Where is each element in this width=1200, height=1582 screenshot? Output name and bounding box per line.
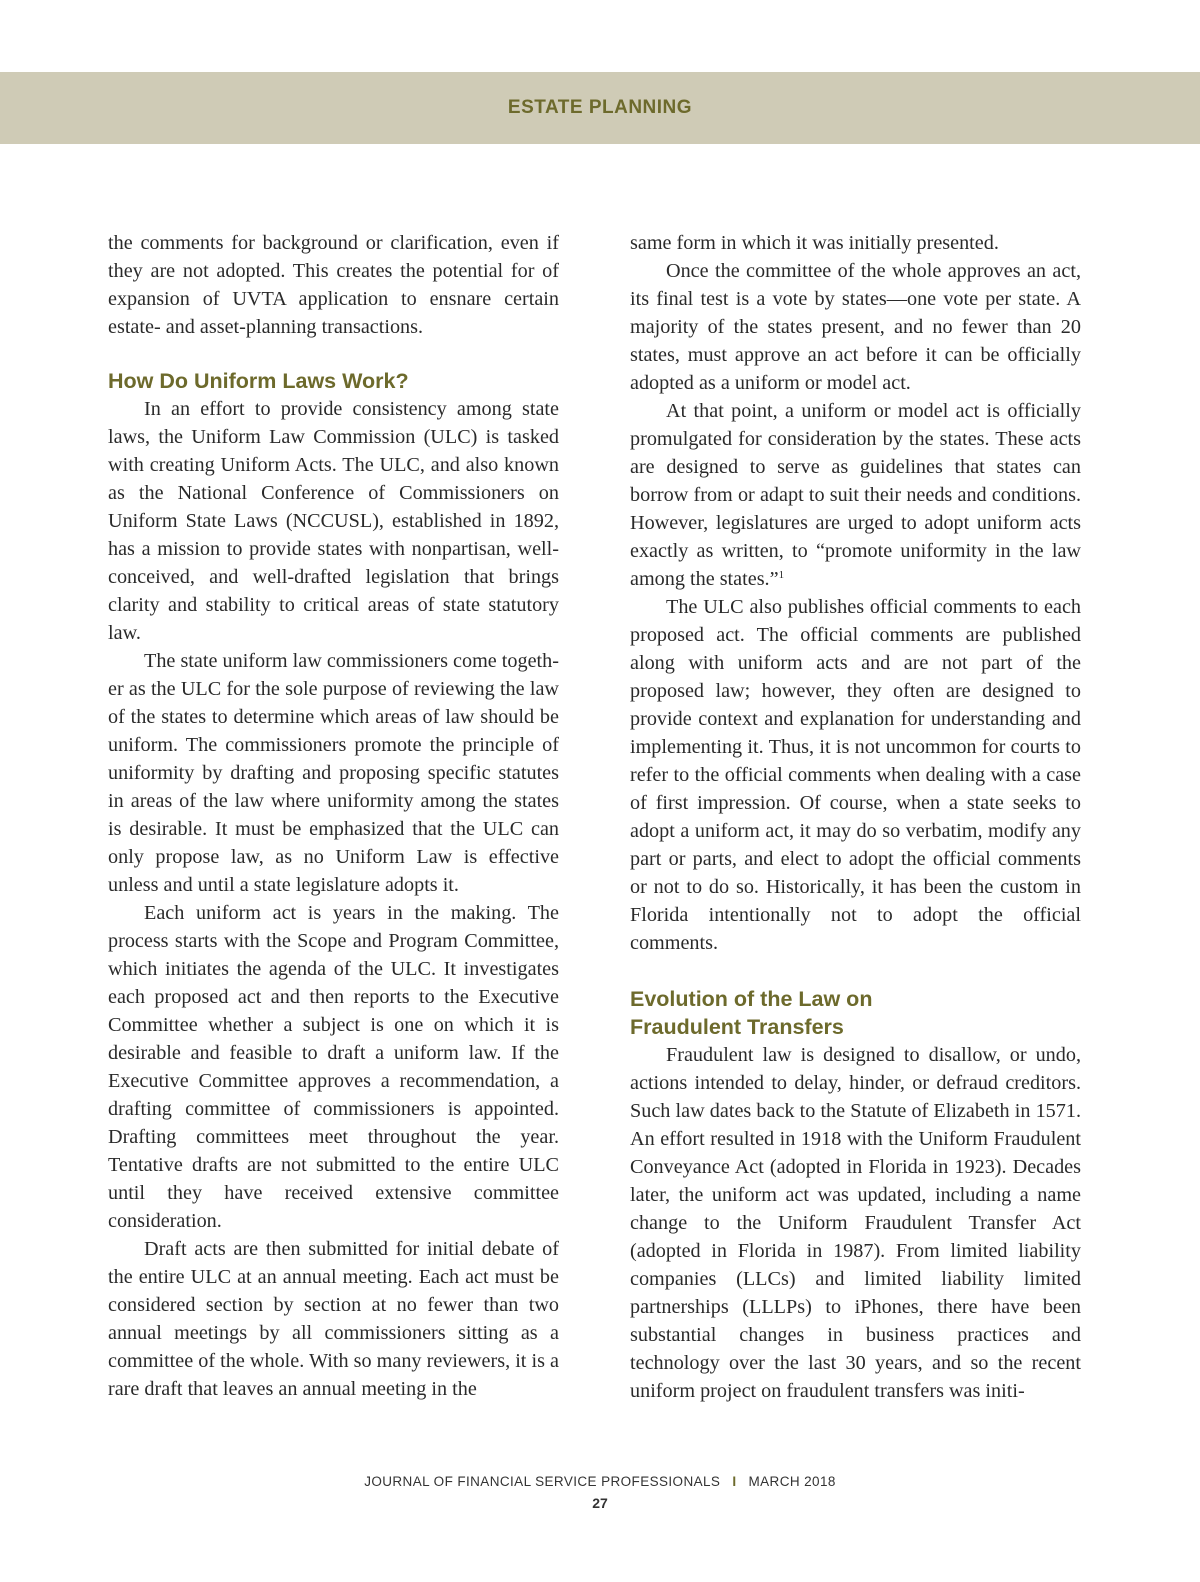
paragraph: Once the committee of the whole approves an act, its final test is a vote by states—one vote per state. A majority of the states present, and no fewer than 20 states, must approve an act before it can be officially adopted as a uniform or model act. [630, 260, 1081, 394]
heading-how-uniform-laws-work: How Do Uniform Laws Work? [108, 369, 409, 393]
page-footer [0, 1474, 1200, 1511]
footnote-marker: 1 [778, 569, 785, 581]
paragraph: The state uniform law commissioners come together as the ULC for the sole purpose of reviewing the law of the states to determine which areas of law should be uniform. The commissioners promote the principle of uniformity by drafting and proposing specific statutes in areas of the law where uniformity among the states is desirable. It must be emphasized that the ULC can only propose law, as no Uniform Law is effective unless and until a state legislature adopts it. [108, 650, 559, 896]
paragraph-text: At that point, a uniform or model act is officially promulgated for consideration by the states. These acts are designed to serve as guidelines that states can borrow from or adapt to suit their needs and conditions. However, legislatures are urged to adopt uniform acts exactly as written, to “promote uniformity in the law among the states.” [630, 400, 1081, 590]
section-label: ESTATE PLANNING [507, 97, 693, 118]
section-banner [0, 72, 1200, 144]
footer-line [0, 1474, 1200, 1489]
paragraph: Fraudulent law is designed to disallow, or undo, actions intended to delay, hinder, or defraud creditors. Such law dates back to the Statute of Elizabeth in 1571. An effort resulted in 1918 with the Uniform Fraudulent Conveyance Act (adopted in Florida in 1923). Decades later, the uniform act was updated, including a name change to the Uniform Fraudulent Transfer Act (adopted in Florida in 1987). From limited liability companies (LLCs) and limited liability limited partnerships (LLLPs) to iPhones, there have been substantial changes in business practices and technology over the last 30 years, and so the recent uniform project on fraudulent transfers was initi- [630, 1044, 1081, 1402]
paragraph: Draft acts are then submitted for initial debate of the entire ULC at an annual meeting. Each act must be considered section by section at no fewer than two annual meetings by all commissioners sitting as a committee of the whole. With so many reviewers, it is a rare draft that leaves an annual meeting in the [108, 1238, 559, 1400]
paragraph: In an effort to provide consistency among state laws, the Uniform Law Commission (ULC) is tasked with creating Uniform Acts. The ULC, and also known as the National Conference of Commissioners on Uniform State Laws (NCCUSL), established in 1892, has a mission to provide states with nonpartisan, well-conceived, and well-drafted legislation that brings clarity and stability to critical areas of state statutory law. [108, 398, 559, 644]
journal-title: JOURNAL OF FINANCIAL SERVICE PROFESSIONALS [364, 1474, 721, 1489]
paragraph [630, 397, 1081, 593]
page-number: 27 [592, 1495, 608, 1511]
right-column [630, 229, 1081, 1405]
footer-separator: I [732, 1474, 737, 1489]
heading-evolution-fraudulent-transfers [630, 985, 1081, 1041]
paragraph: Each uniform act is years in the making. The process starts with the Scope and Program Committee, which initiates the agenda of the ULC. It investigates each proposed act and then reports to the Executive Committee whether a subject is one on which it is desirable and feasible to draft a uniform law. If the Executive Committee approves a recommendation, a drafting committee of commissioners is appointed. Drafting committees meet throughout the year. Tentative drafts are not submitted to the entire ULC until they have received extensive committee consideration. [108, 902, 559, 1232]
heading-line: Fraudulent Transfers [630, 1015, 844, 1039]
paragraph: The ULC also publishes official comments to each proposed act. The official comments are published along with uniform acts and are not part of the proposed law; however, they often are designed to provide context and explanation for understanding and implementing it. Thus, it is not uncommon for courts to refer to the official comments when dealing with a case of first impression. Of course, when a state seeks to adopt a uniform act, it may do so verbatim, modify any part or parts, and elect to adopt the official comments or not to do so. Historically, it has been the custom in Florida intentionally not to adopt the official comments. [630, 596, 1081, 954]
paragraph-continued: same form in which it was initially presented. [630, 232, 999, 254]
heading-line: Evolution of the Law on [630, 987, 873, 1011]
left-column [108, 229, 559, 1403]
paragraph-intro: the comments for background or clarification, even if they are not adopted. This creates the potential for of expansion of UVTA application to ensnare certain estate- and asset-planning transactions. [108, 232, 559, 338]
issue-date: MARCH 2018 [748, 1474, 836, 1489]
